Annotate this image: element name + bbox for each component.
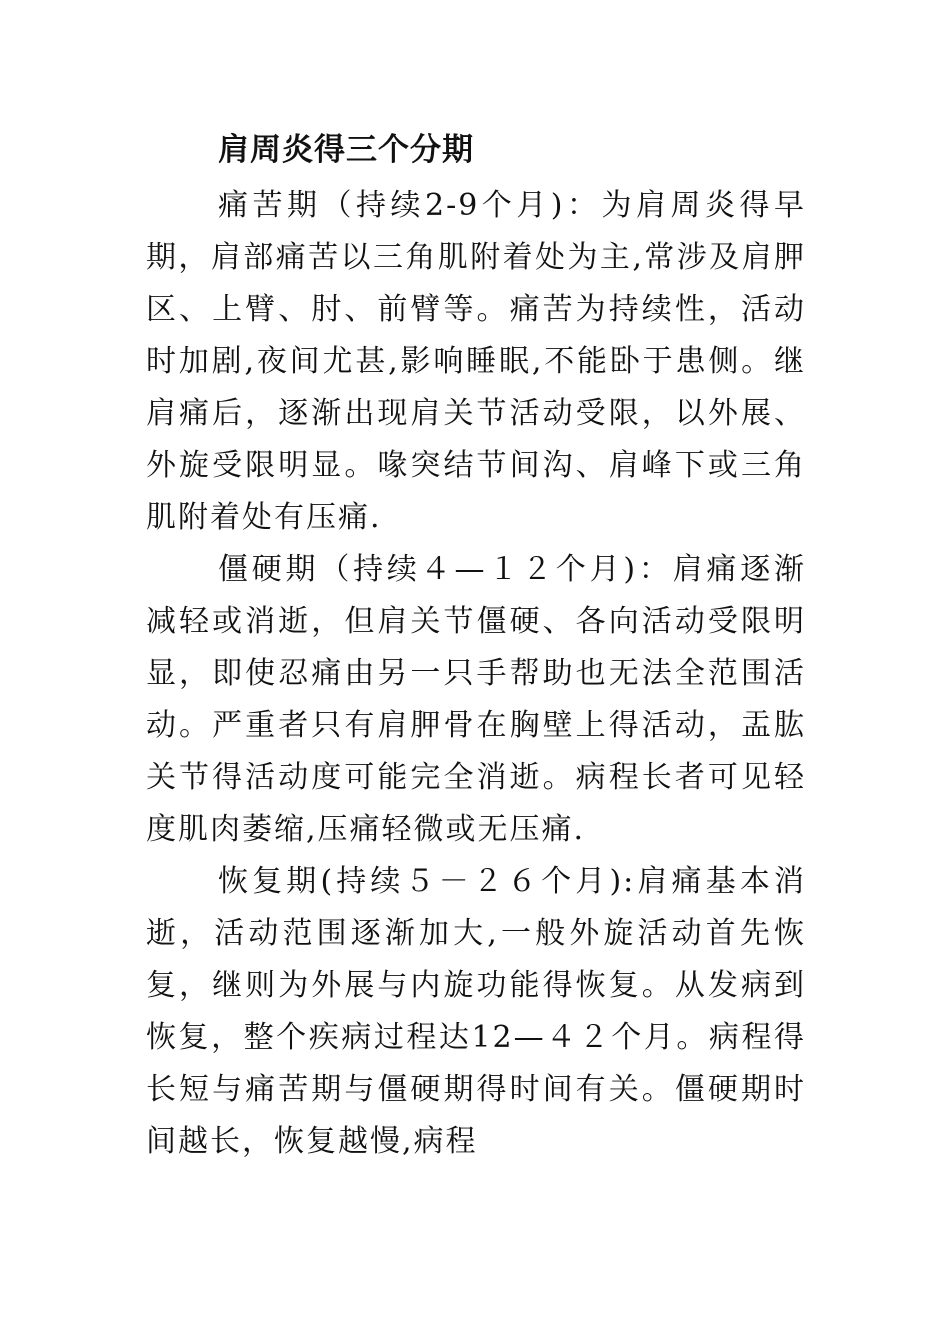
paragraph-pain-stage: 痛苦期（持续2-9个月)：为肩周炎得早期，肩部痛苦以三角肌附着处为主,常涉及肩胛区、上臂、肘、前臂等。痛苦为持续性，活动时加剧,夜间尤甚,影响睡眠,不能卧于患侧。继肩痛后，逐渐出现肩关节活动受限，以外展、外旋受限明显。喙突结节间沟、肩峰下或三角肌附着处有压痛.: [146, 188, 806, 535]
paragraph-recovery-stage: 恢复期(持续５－２６个月):肩痛基本消逝，活动范围逐渐加大,一般外旋活动首先恢复，继则为外展与内旋功能得恢复。从发病到恢复，整个疾病过程达12—４２个月。病程得长短与痛苦期与僵硬期得时间有关。僵硬期时间越长，恢复越慢,病程: [146, 864, 806, 1159]
paragraph-stiff-stage: 僵硬期（持续４—１２个月)：肩痛逐渐减轻或消逝，但肩关节僵硬、各向活动受限明显，即使忍痛由另一只手帮助也无法全范围活动。严重者只有肩胛骨在胸壁上得活动，盂肱关节得活动度可能完全消逝。病程长者可见轻度肌肉萎缩,压痛轻微或无压痛.: [146, 552, 806, 847]
document-title: 肩周炎得三个分期: [218, 132, 474, 168]
document-body: [146, 128, 806, 1168]
